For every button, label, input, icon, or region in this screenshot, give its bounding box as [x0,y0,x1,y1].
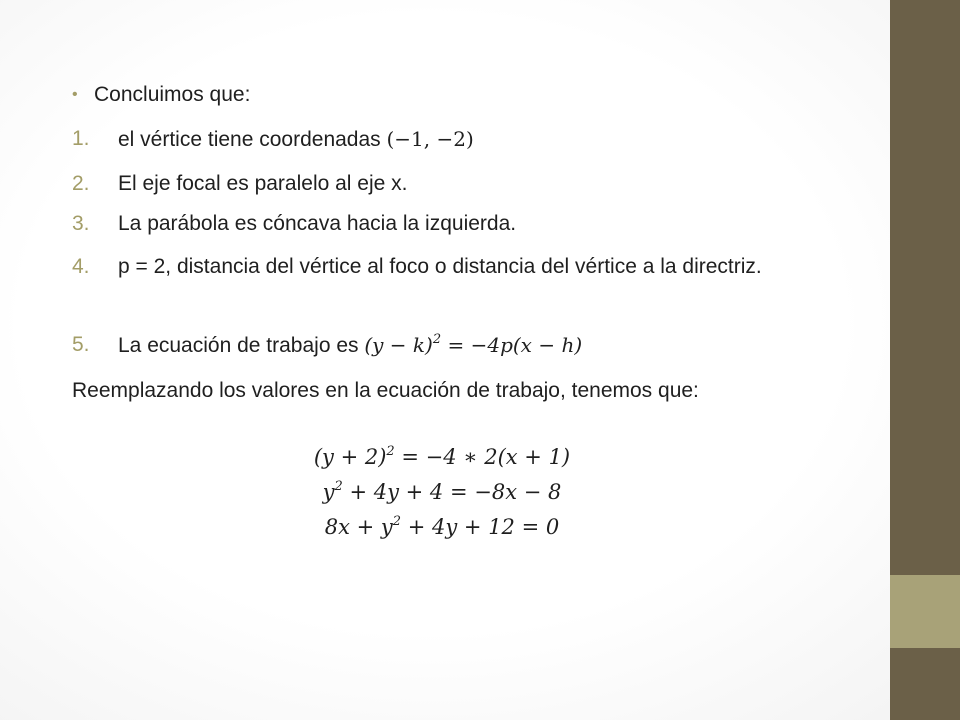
equation-exponent: 2 [334,479,343,494]
equation-prefix: 8x + [324,515,381,539]
equation-rest: + 4y + 4 = −8x − 8 [342,480,562,504]
list-text: La parábola es cóncava hacia la izquierda. [118,212,517,235]
equation-base: (y + 2) [313,445,387,469]
side-bar-middle-block [890,575,960,648]
equation-exponent: 2 [432,332,442,347]
item-text: el vértice tiene coordenadas [118,128,387,151]
equation-base: (y − k) [364,333,433,357]
bullet-marker: • [72,86,78,103]
equations-block [0,440,884,545]
paragraph: Reemplazando los valores en la ecuación de trabajo, tenemos que: [72,379,699,402]
item-text: La ecuación de trabajo es [118,334,365,357]
equation-base: y [380,515,393,539]
equation-exponent: 2 [386,444,395,459]
equation-rest: + 4y + 12 = 0 [401,515,560,539]
equation-line [0,510,884,545]
side-bar-bottom-block [890,648,960,720]
list-number: 5. [72,333,90,356]
list-number: 3. [72,212,90,235]
working-equation [364,333,582,357]
decorative-side-bar [890,0,960,720]
bullet-text: Concluimos que: [94,83,251,106]
equation-rest: = −4p(x − h) [441,333,583,357]
list-number: 4. [72,255,90,278]
list-text [118,330,858,361]
equation-exponent: 2 [392,514,402,529]
equation-line [0,475,884,510]
list-text [118,124,858,155]
equation-rest: = −4 ∗ 2(x + 1) [394,445,571,469]
list-number: 1. [72,127,90,150]
equation-base: y [322,480,335,504]
side-bar-top-block [890,0,960,575]
list-text: p = 2, distancia del vértice al foco o distancia del vértice a la directriz. [118,255,762,278]
list-number: 2. [72,172,90,195]
vertex-coordinates: (−1, −2) [386,127,474,151]
equation-line [0,440,884,475]
list-text: El eje focal es paralelo al eje x. [118,172,408,195]
